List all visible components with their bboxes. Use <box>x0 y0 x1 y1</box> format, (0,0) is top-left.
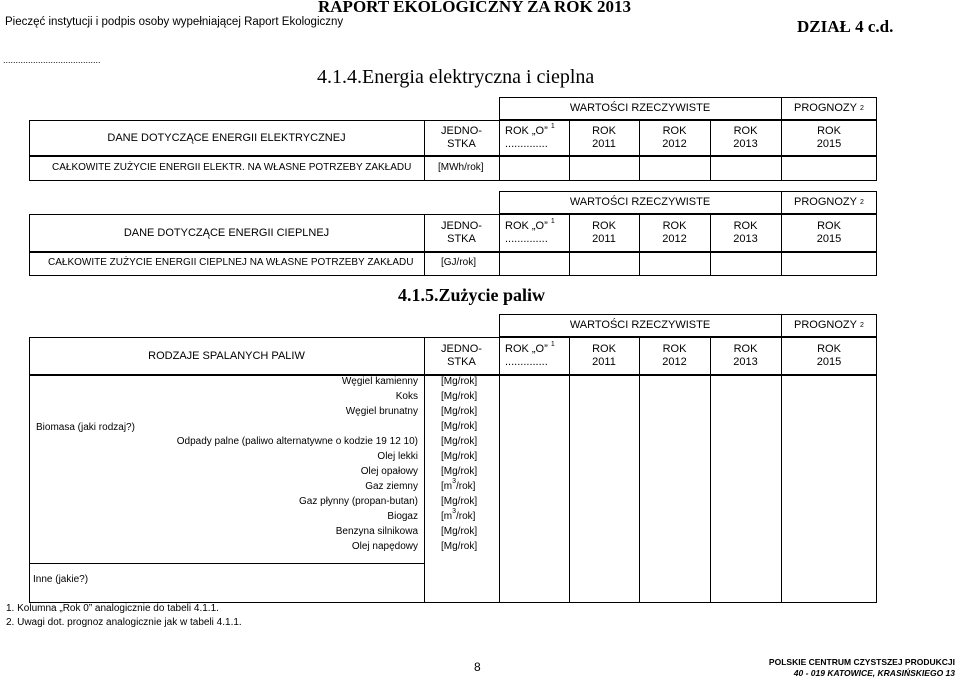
forecast-label: PROGNOZY <box>794 102 857 114</box>
col-head-actual: WARTOŚCI RZECZYWISTE <box>569 102 711 114</box>
section-title-414: 4.1.4.Energia elektryczna i cieplna <box>317 66 595 88</box>
fuel-row-unit <box>441 466 477 478</box>
page-number: 8 <box>474 660 481 674</box>
unit-header-1: JEDNO- <box>441 125 482 137</box>
year-value: 2012 <box>662 138 687 150</box>
fuel-row-label: Odpady palne (paliwo alternatywne o kodzie 19 12 10) <box>176 436 418 447</box>
rok0-label: ROK „O” <box>505 220 548 232</box>
fuel-heading: RODZAJE SPALANYCH PALIW <box>148 349 305 362</box>
col-head-rok0 <box>499 214 569 252</box>
fuel-row-label: Koks <box>395 391 418 402</box>
heat-row-unit: [GJ/rok] <box>441 257 477 268</box>
footnote-2: 2. Uwagi dot. prognoz analogicznie jak w tabeli 4.1.1. <box>6 617 242 628</box>
year-value: 2011 <box>592 356 616 368</box>
fuel-row-unit <box>441 496 477 508</box>
col-head-actual: WARTOŚCI RZECZYWISTE <box>569 196 711 208</box>
col-head-forecast: PROGNOZY 2 <box>794 319 864 331</box>
year-value: 2013 <box>733 138 758 150</box>
footnote-ref: 1 <box>550 218 555 225</box>
col-head-2015 <box>781 214 877 252</box>
col-head-2015 <box>781 337 877 375</box>
rok0-label: ROK „O” <box>505 343 548 355</box>
col-head-2011 <box>569 120 639 156</box>
unit-text-tail: /rok] <box>456 481 476 492</box>
fuel-row-unit <box>441 478 476 493</box>
footer-org-line1: POLSKIE CENTRUM CZYSTSZEJ PRODUKCJI <box>768 657 955 667</box>
col-head-2012 <box>639 337 710 375</box>
footnote-ref: 1 <box>550 341 555 348</box>
unit-text: [Mg/rok] <box>441 541 478 552</box>
col-head-2013 <box>710 120 781 156</box>
footnote-1: 1. Kolumna „Rok 0” analogicznie do tabeli 4.1.1. <box>6 603 219 614</box>
signature-dots: ....................................... <box>3 55 101 65</box>
fuel-row-unit <box>441 541 477 553</box>
unit-text: [Mg/rok] <box>441 436 478 447</box>
unit-header-2: STKA <box>447 138 476 150</box>
col-head-2013 <box>710 337 781 375</box>
year-value: 2013 <box>733 356 758 368</box>
fuel-row-unit <box>441 376 477 388</box>
year-value: 2015 <box>816 233 842 245</box>
elec-heading: DANE DOTYCZĄCE ENERGII ELEKTRYCZNEJ <box>107 131 346 144</box>
stamp-label: Pieczęć instytucji i podpis osoby wypełniającej Raport Ekologiczny <box>5 16 344 28</box>
section-title-415: 4.1.5.Zużycie paliw <box>398 285 545 305</box>
col-head-actual: WARTOŚCI RZECZYWISTE <box>569 319 711 331</box>
rok0-label: ROK „O” <box>505 125 548 137</box>
year-label: ROK <box>662 343 687 355</box>
col-head-2012 <box>639 214 710 252</box>
unit-text-tail: /rok] <box>456 511 476 522</box>
year-value: 2012 <box>662 356 687 368</box>
fuel-row-unit <box>441 391 477 403</box>
unit-header-2: STKA <box>447 356 476 368</box>
unit-header <box>424 120 499 156</box>
fuel-row-label: Gaz ziemny <box>365 481 418 492</box>
elec-row-unit: [MWh/rok] <box>438 162 484 173</box>
unit-text: [Mg/rok] <box>441 376 478 387</box>
fuel-row-label: Gaz płynny (propan-butan) <box>299 496 418 507</box>
year-label: ROK <box>592 343 616 355</box>
fuel-row-unit <box>441 508 476 523</box>
rok0-dots: .............. <box>505 356 548 368</box>
year-value: 2011 <box>592 233 616 245</box>
fuel-row-label: Benzyna silnikowa <box>335 526 418 537</box>
rok0-dots: .............. <box>505 138 548 150</box>
unit-exponent: 3 <box>452 478 457 485</box>
year-label: ROK <box>592 125 616 137</box>
rok0-dots: .............. <box>505 233 548 245</box>
year-label: ROK <box>733 220 758 232</box>
col-head-2013 <box>710 214 781 252</box>
fuel-row-label: Olej napędowy <box>351 541 418 552</box>
col-head-2015 <box>781 120 877 156</box>
unit-header-1: JEDNO- <box>441 343 482 355</box>
year-label: ROK <box>662 125 687 137</box>
section-label: DZIAŁ 4 c.d. <box>797 17 894 36</box>
fuel-row-label: Olej opałowy <box>360 466 418 477</box>
unit-header <box>424 337 499 375</box>
unit-text: [Mg/rok] <box>441 496 478 507</box>
year-value: 2012 <box>662 233 687 245</box>
unit-text: [Mg/rok] <box>441 406 478 417</box>
year-label: ROK <box>733 343 758 355</box>
year-value: 2015 <box>816 356 842 368</box>
unit-header-2: STKA <box>447 233 476 245</box>
col-head-2011 <box>569 214 639 252</box>
elec-row-label: CAŁKOWITE ZUŻYCIE ENERGII ELEKTR. NA WŁASNE POTRZEBY ZAKŁADU <box>52 162 412 173</box>
heat-heading: DANE DOTYCZĄCE ENERGII CIEPLNEJ <box>123 226 330 239</box>
col-head-forecast: PROGNOZY 2 <box>794 102 864 114</box>
col-head-2011 <box>569 337 639 375</box>
report-title: RAPORT EKOLOGICZNY ZA ROK 2013 <box>318 0 631 16</box>
unit-header <box>424 214 499 252</box>
year-value: 2015 <box>816 138 842 150</box>
fuel-row-label: Węgiel brunatny <box>345 406 418 417</box>
fuel-row-label: Węgiel kamienny <box>341 376 418 387</box>
biomass-label: Biomasa (jaki rodzaj?) <box>36 422 135 433</box>
col-head-rok0 <box>499 120 569 156</box>
fuel-row-label: Biogaz <box>387 511 418 522</box>
fuel-row-unit <box>441 451 477 463</box>
unit-text: [m <box>441 481 453 492</box>
fuel-row-unit <box>441 526 477 538</box>
fuel-row-label: Olej lekki <box>377 451 418 462</box>
unit-exponent: 3 <box>452 508 457 515</box>
col-head-2012 <box>639 120 710 156</box>
year-label: ROK <box>817 125 841 137</box>
unit-text: [Mg/rok] <box>441 526 478 537</box>
year-label: ROK <box>733 125 758 137</box>
col-head-forecast: PROGNOZY 2 <box>794 196 864 208</box>
year-value: 2011 <box>592 138 616 150</box>
unit-text: [Mg/rok] <box>441 391 478 402</box>
year-label: ROK <box>662 220 687 232</box>
year-label: ROK <box>817 343 841 355</box>
year-label: ROK <box>592 220 616 232</box>
fuel-row-unit <box>441 421 477 433</box>
unit-text: [Mg/rok] <box>441 466 478 477</box>
fuel-row-unit <box>441 436 477 448</box>
fuel-row-unit <box>441 406 477 418</box>
unit-text: [Mg/rok] <box>441 421 478 432</box>
unit-text: [Mg/rok] <box>441 451 478 462</box>
unit-text: [m <box>441 511 453 522</box>
year-label: ROK <box>817 220 841 232</box>
footer-org-line2: 40 - 019 KATOWICE, KRASIŃSKIEGO 13 <box>793 668 955 678</box>
year-value: 2013 <box>733 233 758 245</box>
forecast-label: PROGNOZY <box>794 319 857 331</box>
forecast-label: PROGNOZY <box>794 196 857 208</box>
other-label: Inne (jakie?) <box>33 574 89 585</box>
col-head-rok0 <box>499 337 569 375</box>
heat-row-label: CAŁKOWITE ZUŻYCIE ENERGII CIEPLNEJ NA WŁASNE POTRZEBY ZAKŁADU <box>48 257 414 268</box>
footnote-ref: 1 <box>550 123 555 130</box>
unit-header-1: JEDNO- <box>441 220 482 232</box>
